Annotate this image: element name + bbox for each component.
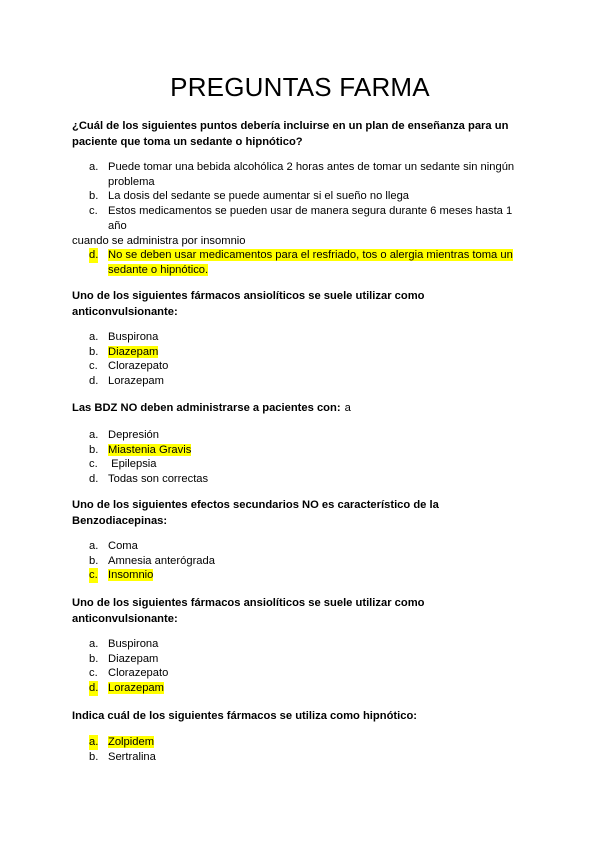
option-marker: c. xyxy=(89,360,98,373)
question-2: Uno de los siguientes fármacos ansiolíticos se suele utilizar como anticonvulsionante: xyxy=(72,290,425,318)
option-5d xyxy=(72,681,520,696)
option-marker: b. xyxy=(89,750,99,763)
option-text: Depresión xyxy=(108,429,159,441)
option-text-highlighted-cont: sedante o hipnótico. xyxy=(108,263,209,276)
option-text: Puede tomar una bebida alcohólica 2 horas antes de tomar un sedante sin ningún xyxy=(108,161,515,173)
question-3-text: Las BDZ NO deben administrarse a pacientes con: xyxy=(72,402,341,414)
option-2b xyxy=(72,345,520,360)
option-text: Estos medicamentos se pueden usar de manera segura durante 6 meses hasta 1 xyxy=(108,205,513,218)
option-text: Lorazepam xyxy=(108,375,164,388)
option-marker: d. xyxy=(89,473,99,486)
option-1b xyxy=(72,189,520,204)
question-4-options xyxy=(72,539,520,583)
option-text-cont: cuando se administra por insomnio xyxy=(72,234,246,247)
question-6-options xyxy=(72,735,520,764)
option-marker: b. xyxy=(89,190,99,203)
option-1a xyxy=(72,160,520,189)
option-3a xyxy=(72,428,520,443)
option-6b xyxy=(72,750,520,765)
question-4: Uno de los siguientes efectos secundarios NO es característico de la Benzodiacepinas: xyxy=(72,499,439,527)
option-marker: d. xyxy=(89,682,99,695)
option-1d xyxy=(72,248,520,277)
option-text-highlighted: No se deben usar medicamentos para el resfriado, tos o alergia mientras toma un xyxy=(108,249,513,262)
option-text-highlighted: Zolpidem xyxy=(108,736,155,748)
option-marker: a. xyxy=(89,638,99,650)
option-text: Clorazepato xyxy=(108,360,169,373)
option-text: Amnesia anterógrada xyxy=(108,554,215,567)
option-text: Clorazepato xyxy=(108,667,169,680)
option-3d xyxy=(72,472,520,487)
option-marker: c. xyxy=(89,458,98,471)
option-4b xyxy=(72,554,520,569)
option-text: Buspirona xyxy=(108,331,159,343)
option-1c-continuation xyxy=(72,234,520,249)
option-text: Sertralina xyxy=(108,750,156,763)
option-marker: a. xyxy=(89,540,99,552)
question-3 xyxy=(72,400,520,416)
option-marker: a. xyxy=(89,331,99,343)
question-5-options xyxy=(72,637,520,696)
option-text: Epilepsia xyxy=(108,458,157,471)
option-2a xyxy=(72,330,520,345)
option-marker: c. xyxy=(89,205,98,218)
option-marker: b. xyxy=(89,652,99,665)
option-marker: c. xyxy=(89,667,98,680)
option-marker: d. xyxy=(89,249,99,262)
option-5a xyxy=(72,637,520,652)
option-text: Coma xyxy=(108,540,138,552)
option-marker: a. xyxy=(89,736,99,748)
option-4a xyxy=(72,539,520,554)
option-text-highlighted: Insomnio xyxy=(108,569,154,582)
option-text-highlighted: Miastenia Gravis xyxy=(108,443,192,456)
option-5c xyxy=(72,666,520,681)
option-4c xyxy=(72,568,520,583)
option-text-highlighted: Lorazepam xyxy=(108,682,164,695)
page-title: PREGUNTAS FARMA xyxy=(170,72,430,102)
option-marker: c. xyxy=(89,569,98,582)
option-marker: b. xyxy=(89,345,99,358)
option-text-cont: problema xyxy=(108,175,155,188)
question-3-options xyxy=(72,428,520,487)
option-marker: b. xyxy=(89,443,99,456)
answer-note: a xyxy=(344,402,351,414)
option-3c xyxy=(72,457,520,472)
option-text: Buspirona xyxy=(108,638,159,650)
option-text: Todas son correctas xyxy=(108,473,209,486)
option-marker: d. xyxy=(89,375,99,388)
question-1-options xyxy=(72,160,520,278)
option-1c xyxy=(72,204,520,233)
option-marker: b. xyxy=(89,554,99,567)
option-marker: a. xyxy=(89,161,99,173)
question-1: ¿Cuál de los siguientes puntos debería incluirse en un plan de enseñanza para un paciente que toma un sedante o hipnótico? xyxy=(72,120,509,148)
option-2c xyxy=(72,359,520,374)
question-6: Indica cuál de los siguientes fármacos se utiliza como hipnótico: xyxy=(72,710,418,722)
option-3b xyxy=(72,443,520,458)
option-text: Diazepam xyxy=(108,652,159,665)
option-marker: a. xyxy=(89,429,99,441)
option-text: La dosis del sedante se puede aumentar si el sueño no llega xyxy=(108,190,410,203)
option-text-highlighted: Diazepam xyxy=(108,345,159,358)
question-2-options xyxy=(72,330,520,389)
option-text-cont: año xyxy=(108,219,127,232)
option-5b xyxy=(72,652,520,667)
option-2d xyxy=(72,374,520,389)
option-6a xyxy=(72,735,520,750)
question-5: Uno de los siguientes fármacos ansiolíticos se suele utilizar como anticonvulsionante: xyxy=(72,597,425,625)
